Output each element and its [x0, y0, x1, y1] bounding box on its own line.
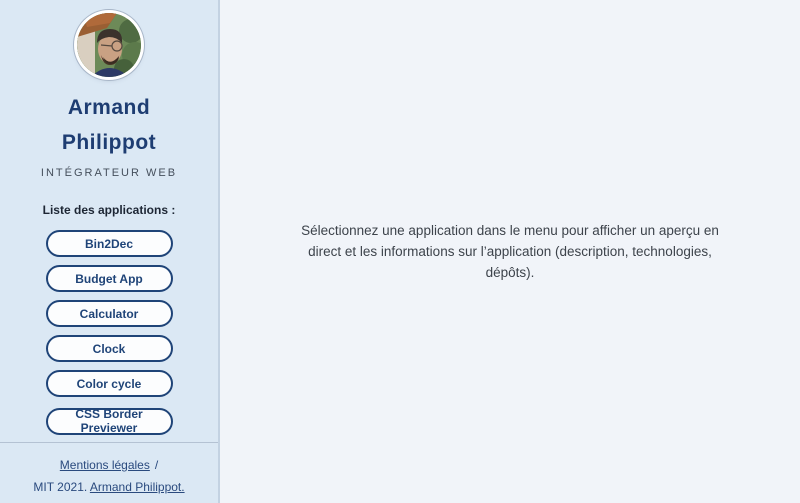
- license-text: MIT 2021.: [33, 480, 88, 494]
- profile-header: [0, 0, 218, 179]
- footer-legal-line: [0, 454, 218, 476]
- app-button-calculator[interactable]: Calculator: [46, 300, 173, 327]
- profile-first-name: Armand: [67, 96, 151, 119]
- app-nav: [0, 179, 218, 442]
- job-title: INTÉGRATEUR WEB: [40, 167, 178, 179]
- profile-last-name: Philippot: [61, 131, 157, 154]
- app-list-heading: Liste des applications :: [42, 203, 176, 217]
- sidebar: [0, 0, 220, 503]
- app-button-css-border-previewer[interactable]: CSS Border Previewer: [46, 408, 173, 435]
- profile-name: [0, 90, 218, 160]
- footer-copyright-line: [0, 476, 218, 498]
- app-list: [0, 230, 218, 442]
- main-panel: [220, 0, 800, 503]
- legal-notice-link[interactable]: Mentions légales: [59, 458, 150, 472]
- author-link[interactable]: Armand Philippot.: [89, 480, 185, 494]
- avatar: [77, 13, 141, 77]
- app-button-color-cycle[interactable]: Color cycle: [46, 370, 173, 397]
- app-button-clock[interactable]: Clock: [46, 335, 173, 362]
- footer-separator: /: [154, 458, 159, 472]
- app-button-bin2dec[interactable]: Bin2Dec: [46, 230, 173, 257]
- avatar-portrait-image: [77, 13, 141, 77]
- app-button-budget-app[interactable]: Budget App: [46, 265, 173, 292]
- sidebar-footer: [0, 442, 218, 503]
- empty-state-message: Sélectionnez une application dans le menu pour afficher un aperçu en direct et les informations sur l’application (description, technologies, dépôts).: [301, 223, 719, 280]
